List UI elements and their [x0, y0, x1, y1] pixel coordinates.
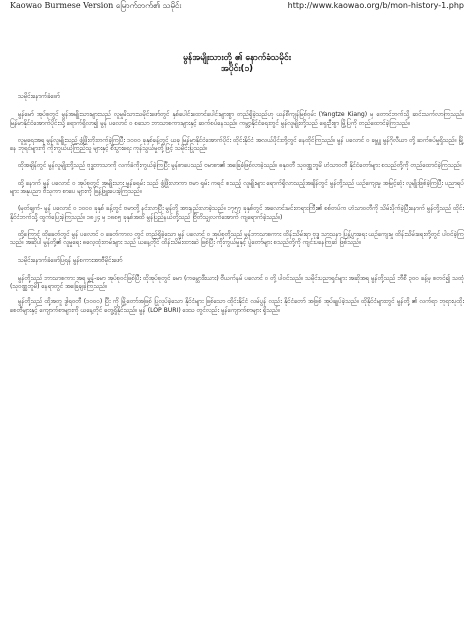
paragraph-6: ထို့ကြောင့် ထိုခေတ်တွင် မွန် ပလောင် ဝ ခေတ်ကာလ တွင် တည်ရှိခဲ့သော မွန် ပလောင် ဝ အုပ်စုတို့သည် မွန်ဘာသာစကား ထိန်းသိမ်းရာ ဗုဒ္ဓ သာသနာ ပြန့်ပွားရေး ယဉ်ကျေးမှု ထိန်းသိမ်းရေးတို့တွင် ပါဝင်ခဲ့ကြသည်။ အဆိုပါ မွန်တို့၏ လူမှုရေး ဓလေ့ထုံးတမ်းများ သည် ယနေ့တိုင် ထိန်းသိမ်းထားဆဲ ဖြစ်ပြီး ကိုးကွယ်မှုနှင့် ပွဲတော်များ စသည်တို့ကို ကျင်းပနေကြဆဲ ဖြစ်သည်။	[10, 230, 464, 247]
paragraph-4: ထို့ နောက် မွန် ပလောင် ဝ အုပ်စုတွင် အမျိုးသား မွန်ခရမ်း သည် ဖွံ့ဖြိုးလာကာ ဗမာ ရှမ်း ကရင် စသည့် လူမျိုးများ ရောက်ရှိလာသည့်အချိန်တွင် မွန်တို့သည် ယဉ်ကျေးမှု အမြင့်ဆုံး လူမျိုးဖြစ်ခဲ့ကြပြီး ပညာရပ်များ အနုပညာ ဗိသုကာ စာပေ များကို ဖြန့်ဖြူးပေးခဲ့ကြသည်။	[10, 179, 464, 196]
running-header	[10, 0, 464, 11]
paragraph-5: (မှတ်ချက်- မွန် ပလောင် ဝ ၁၀၀၀ ခုနှစ် ခန့်တွင် ဗမာတို့ နင်းလာပြီး မွန်တို့ အားနည်းလာခဲ့သည်။ ၁၇၅၇ ခုနှစ်တွင် အလောင်းမင်းတရားကြီး၏ စစ်တပ်က ဟံသာဝတီကို သိမ်းပိုက်ခဲ့ပြီးနောက် မွန်တို့သည် ထိုင်းနိုင်ငံဘက်သို့ ထွက်ပြေးခဲ့ကြသည်။ ၁၈၂၄ မှ ၁၈၈၅ ခုနှစ်အထိ မွန်ပြည်နယ်တို့သည် ဗြိတိသျှလက်အောက် ကျရောက်ခဲ့သည်။)	[10, 205, 464, 221]
title-line-2: အပိုင်း(၁)	[220, 64, 254, 74]
title-line-1: မွန်အမျိုးသားတို့ ၏ နောက်ခံသမိုင်း	[183, 53, 291, 63]
paragraph-3: ထိုအချိန်တွင် မွန်လူမျိုးတို့သည် ဗုဒ္ဓဘာသာကို လက်ခံကိုးကွယ်ခဲ့ကြပြီး မွန်စာပေသည် ဗမာစာ၏ အခြေခံဖြစ်လာခဲ့သည်။ ဓနုဝတီ သုဝဏ္ဏဘူမိ ဟံသာဝတီ နိုင်ငံတော်များ စသည်တို့ကို တည်ထောင်ခဲ့ကြသည်။	[18, 162, 462, 170]
paragraph-7: မွန်တို့သည် ဘာသာစကား အရ မွန်-ခမာ အုပ်စုဝင်ဖြစ်ပြီး ထိုအုပ်စုတွင် ခမာ (ကမ္ဘောဒီးယား) ဗီယက်နမ် ပလောင် ဝ တို့ ပါဝင်သည်။ သမိုင်းပညာရှင်များ အဆိုအရ မွန်တို့သည် ဘီစီ ၃၀၀ ခန့်မှ စတင်၍ သထုံ (သုဝဏ္ဏဘူမိ) နေရာတွင် အခြေချခဲ့ကြသည်။	[10, 274, 464, 291]
paragraph-1: မွန်မော် အုပ်စုတွင် မွန်အမျိုးသားများသည် လူမှုမိသားသမိုင်းဖော်တွင် နှစ်ပေါင်းထောင်ပေါင်းများစွာ တည်ရှိခဲ့သည်ဟု ယန်စီကျန်မြစ်ဝှမ်း (Yangtze Kiang) မှ တောင်ဘက်သို့ ဆင်းသက်လာကြသည်။ မြန်မာနိုင်ငံအောက်ပိုင်းသို့ ရောက်ရှိလာ၍ မွန် ပလောင် ဝ စသော ဘာသာစကားများနှင့် ဆက်စပ်နေသည်။ ကမ္ဘာ့နိုင်ငံရေးတွင် မွန်လူမျိုးတို့သည် ရှေးဦးစွာ မြို့ပြကို တည်ထောင်ခဲ့ကြသည်။	[10, 111, 464, 127]
running-head-left: Kaowao Burmese Version မြောက်ဘက်၏ သမိုင်း	[10, 1, 182, 10]
document-body	[10, 93, 464, 315]
section-heading-2: သမိုင်းနောက်ခံဖော်ပြရန် မွန်စကားအာဗီမိုင်းဖော်	[18, 256, 123, 264]
document-title	[10, 53, 464, 75]
paragraph-8: မွန်တို့သည် ထို့အတူ ဒွါရဝတီ (၁၀၀၀) ပြီး ကို မြို့တော်အဖြစ် ပြုလုပ်ခဲ့သော နိုင်ငံများ ဖြစ်သော ထိုင်းနိုင်ငံ လမ်ပွန် လည်း နိုင်ငံတော် အဖြစ် အုပ်ချုပ်ခဲ့သည်။ ထိုနိုင်ငံများတွင် မွန်တို့ ၏ လက်ရာ ဘုရားပုထိုး စေတီများနှင့် ကျောက်စာများကို ယနေ့တိုင် တွေ့ရှိနိုင်သည်။ မွန် (LOP BURI) ဒေသ တွင်လည်း မွန်ကျောက်စာများ ရှိသည်။	[10, 298, 464, 314]
source-url[interactable]: http://www.kaowao.org/b/mon-history-1.php	[287, 1, 464, 10]
section-heading-1: သမိုင်းနောက်ခံဖော်	[18, 93, 60, 100]
paragraph-2: လူမှုရေးအရ မွန်လူမျိုးသည် ဖွံ့ဖြိုးတိုးတက်ခဲ့ကြပြီး ၁၀၀၀ ခုနှစ်ခန့်တွင် ယခု မြန်မာနိုင်ငံအောက်ပိုင်း ထိုင်းနိုင်ငံ အလယ်ပိုင်းတို့တွင် နေထိုင်ကြသည်။ မွန် ပလောင် ဝ ခမ္ဘူ မွန်ဂိုလီယာ တို့ ဆက်စပ်မှုရှိသည်။ မြို့နေ ဘုရင်များကို ကိုးကွယ်ယုံကြည်သူ များနှင့် စီးပွားရေး ကုန်သွယ်မှုတို့ဖြင့် သမိုင်းပြုသည်။	[10, 136, 464, 153]
